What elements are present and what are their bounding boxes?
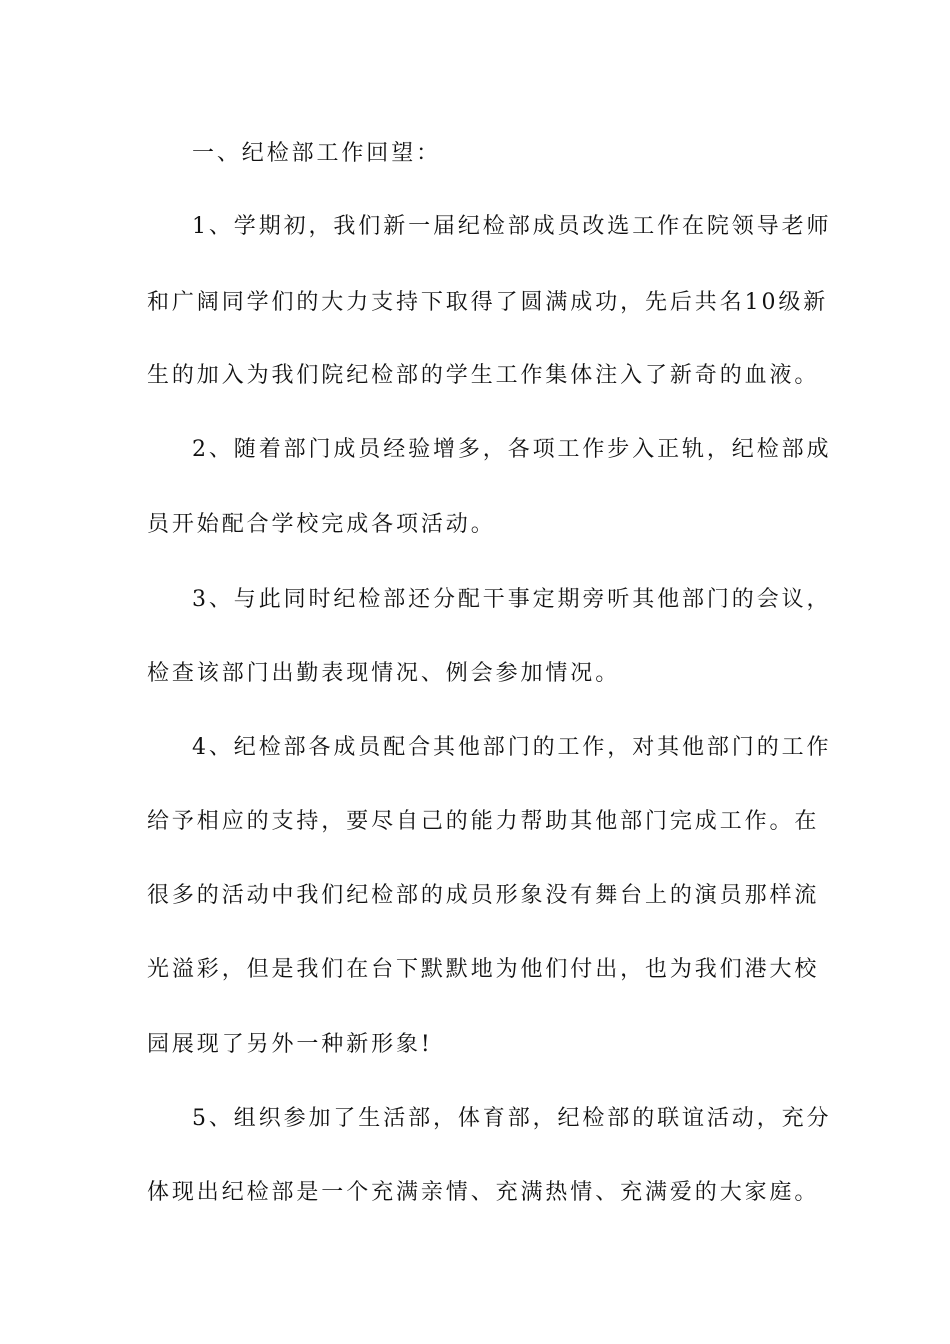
- paragraph-1-line-3: 生的加入为我们院纪检部的学生工作集体注入了新奇的血液。: [147, 363, 820, 388]
- paragraph-4-line-4: 光溢彩，但是我们在台下默默地为他们付出，也为我们港大校: [147, 957, 820, 982]
- section-heading: 一、纪检部工作回望：: [192, 141, 442, 166]
- paragraph-4-line-3: 很多的活动中我们纪检部的成员形象没有舞台上的演员那样流: [147, 883, 820, 908]
- paragraph-4-line-1: 4、纪检部各成员配合其他部门的工作，对其他部门的工作: [192, 735, 832, 760]
- paragraph-3-line-1: 3、与此同时纪检部还分配干事定期旁听其他部门的会议，: [192, 587, 832, 612]
- paragraph-5-line-2: 体现出纪检部是一个充满亲情、充满热情、充满爱的大家庭。: [147, 1180, 820, 1205]
- paragraph-2-line-1: 2、随着部门成员经验增多，各项工作步入正轨，纪检部成: [192, 437, 832, 462]
- paragraph-4-line-5: 园展现了另外一种新形象!: [147, 1032, 433, 1057]
- paragraph-4-line-2: 给予相应的支持，要尽自己的能力帮助其他部门完成工作。在: [147, 809, 820, 834]
- paragraph-5-line-1: 5、组织参加了生活部，体育部，纪检部的联谊活动，充分: [192, 1106, 832, 1131]
- paragraph-1-line-1: 1、学期初，我们新一届纪检部成员改选工作在院领导老师: [192, 214, 832, 239]
- paragraph-2-line-2: 员开始配合学校完成各项活动。: [147, 512, 496, 537]
- paragraph-3-line-2: 检查该部门出勤表现情况、例会参加情况。: [147, 661, 621, 686]
- paragraph-1-line-2: 和广阔同学们的大力支持下取得了圆满成功，先后共名10级新: [147, 290, 829, 315]
